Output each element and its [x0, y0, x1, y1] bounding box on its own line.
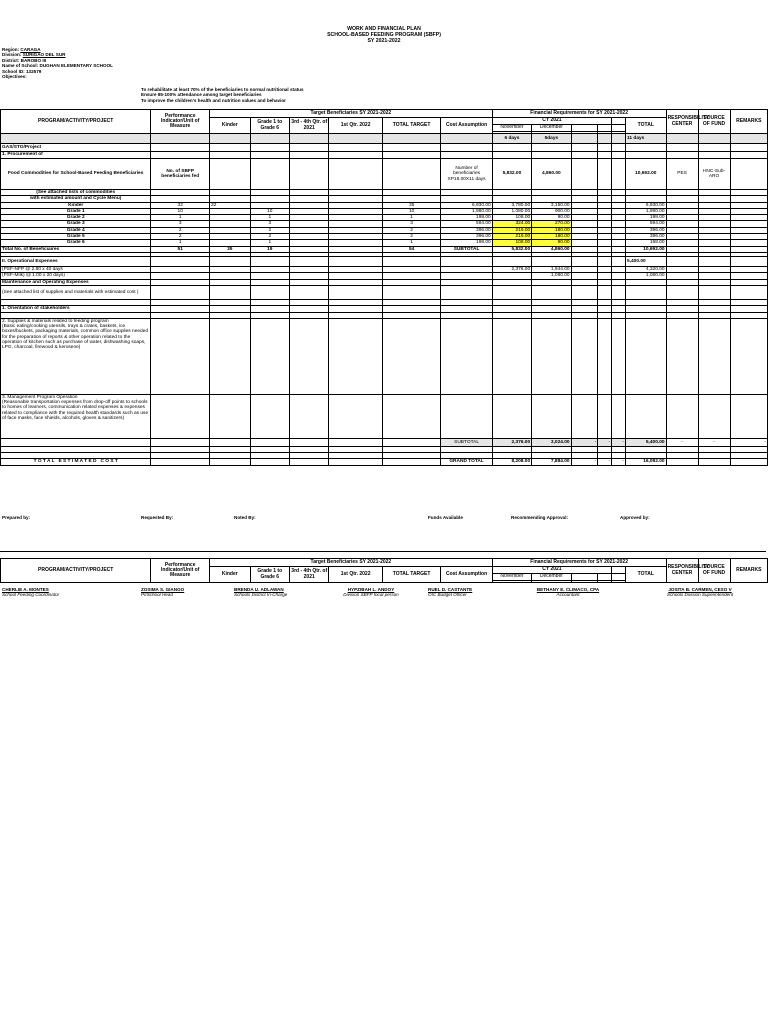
grade-name: Grade 2: [1, 215, 151, 221]
management-cell: [1, 394, 151, 438]
prepared-by-label: Prepared by:: [2, 515, 31, 520]
grade-target: 3: [382, 221, 441, 227]
food-commodities-label: Food Commodities for School-Based Feeding Beneficiaries: [1, 159, 151, 190]
totals-target: 54: [382, 246, 441, 252]
operational-label: II. Operational Expenses: [1, 256, 151, 266]
attached-note: (See attached lists of commodities: [1, 190, 151, 196]
op-subtotal-dash: -: [598, 438, 612, 446]
signatory-name: RUEL D. CASTANTE: [428, 587, 473, 592]
grade-november: 216.00: [492, 227, 531, 233]
objective-item: To improve the children's health and nutrition values and behavior: [141, 97, 286, 103]
grade-cost: 594.00: [441, 221, 492, 227]
header-total: TOTAL: [625, 567, 666, 583]
grade-total: 198.00: [625, 215, 666, 221]
signatory: [234, 587, 324, 598]
header-cost: Cost Assumption: [441, 567, 492, 583]
document-title: [0, 26, 768, 44]
region-value: CARAGA: [20, 47, 41, 52]
gas-label: GAS/STO/Project: [1, 144, 151, 152]
totals-label: Total No. of Beneficiaires: [1, 246, 151, 252]
grade-indicator: 2: [151, 234, 210, 240]
management-title: 3. Management Program Operation: [2, 394, 78, 400]
divider: [0, 551, 766, 552]
grade-kinder: 32: [210, 202, 251, 208]
psf-milk-december: 1,080.00: [532, 273, 571, 279]
grade-december: 90.00: [532, 215, 571, 221]
grade-november: 216.00: [492, 234, 531, 240]
op-subtotal-dash: -: [612, 438, 626, 446]
grade-grade: 2: [250, 234, 289, 240]
op-subtotal-dash: -: [698, 438, 730, 446]
signatory: [326, 587, 416, 598]
grade-target: 2: [382, 227, 441, 233]
table-row: [1, 159, 768, 190]
grade-total: 1,980.00: [625, 208, 666, 214]
grade-target: 1: [382, 215, 441, 221]
food-december: 4,860.00: [532, 159, 571, 190]
signatory: [141, 587, 231, 598]
header-source: SOURCE OF FUND: [698, 559, 730, 583]
table-header: [1, 110, 768, 134]
grand-dash: -: [571, 458, 598, 465]
grade-grade: 1: [250, 215, 289, 221]
grade-indicator: 1: [151, 240, 210, 246]
table-row: [1, 285, 768, 299]
grade-cost: 1,980.00: [441, 208, 492, 214]
psf-nfp-total: 4,320.00: [625, 266, 666, 272]
header-indicator: Performance Indicator/Unit of Measure: [151, 110, 210, 134]
school-id-value: 132579: [26, 68, 42, 74]
grand-total-label: GRAND TOTAL: [441, 458, 492, 465]
mooe-label: Maintenance and Operating Expenses: [1, 279, 151, 285]
region-label: Region:: [2, 47, 20, 52]
grade-cost: 198.00: [441, 240, 492, 246]
objectives-list: [141, 87, 461, 103]
signatory-name: BETHANY E. CLIMACO, CPA: [536, 587, 600, 592]
grade-december: 3,150.00: [532, 202, 571, 208]
grade-grade: 3: [250, 221, 289, 227]
grade-name: Grade 5: [1, 234, 151, 240]
totals-grade: 19: [250, 246, 289, 252]
school-value: DUGHAN ELEMENTARY SCHOOL: [39, 63, 113, 69]
op-subtotal-dash: -: [571, 438, 598, 446]
supplies-body: (Basic eating/cooking utensils, trays & crates, baskets, ice boxes/buckets, packaging materials, common office supplies needed for the preparation of reports & other operation related to the operation of kitchen such as purchase of water, dishwashing soaps, LPG, charcoal, firewood & kerosene): [2, 324, 149, 351]
attached-note-2: with estimated amount and Cycle Menu): [1, 196, 151, 202]
grade-name: Kinder: [1, 202, 151, 208]
grade-total: 6,930.00: [625, 202, 666, 208]
header-total-target: TOTAL TARGET: [382, 567, 441, 583]
table-row: [1, 318, 768, 394]
days-november: 6 days: [492, 134, 531, 144]
grade-indicator: 1: [151, 215, 210, 221]
header-indicator: Performance Indicator/Unit of Measure: [151, 559, 210, 583]
signatory-title: Division SBFP focal person: [343, 592, 399, 598]
header-kinder: Kinder: [210, 118, 251, 134]
grade-indicator: 10: [151, 208, 210, 214]
header-kinder: Kinder: [210, 567, 251, 583]
requested-by-label: Requested By:: [141, 515, 174, 520]
grand-dash: -: [612, 458, 626, 465]
signatory: [650, 587, 750, 598]
psf-nfp-label: (PSF-NFP @ 2.80 x 40 days: [1, 266, 151, 272]
op-subtotal-december: 3,024.00: [532, 438, 571, 446]
grade-grade: 2: [250, 227, 289, 233]
signatory-title: OIC Budget Officer: [428, 592, 467, 598]
food-cost-assumption: Number of beneficiaries XP18.00X11 days: [441, 159, 492, 190]
table-row: [1, 152, 768, 159]
grade-total: 396.00: [625, 227, 666, 233]
grade-november: 324.00: [492, 221, 531, 227]
grade-november: 108.00: [492, 240, 531, 246]
header-program: PROGRAM/ACTIVITY/PROJECT: [1, 559, 151, 583]
grade-name: Grade 3: [1, 221, 151, 227]
grade-november: 1,080.00: [492, 208, 531, 214]
signatory-name: JOSITA B. CARMEN, CESO V: [668, 587, 732, 592]
title-line-3: SY 2021-2022: [367, 38, 401, 44]
header-target-group: Target Beneficiaries SY 2021-2022: [210, 110, 493, 118]
noted-by-label: Noted By:: [234, 515, 256, 520]
header-november: November: [492, 125, 531, 132]
food-responsibility: PES: [666, 159, 698, 190]
header-grade: Grade 1 to Grade 6: [250, 567, 289, 583]
signatory: [428, 587, 513, 598]
op-subtotal-total: 5,400.00: [625, 438, 666, 446]
grade-total: 198.00: [625, 240, 666, 246]
header-q34: 3rd - 4th Qtr. of 2021: [290, 567, 329, 583]
grade-december: 180.00: [532, 227, 571, 233]
grade-december: 180.00: [532, 234, 571, 240]
funds-available-label: Funds Available: [428, 515, 463, 520]
signatory: [518, 587, 618, 598]
grade-december: 270.00: [532, 221, 571, 227]
header-responsibility: RESPONSIBILITY CENTER: [666, 559, 698, 583]
table-row: [1, 305, 768, 312]
header-program: PROGRAM/ACTIVITY/PROJECT: [1, 110, 151, 134]
grand-total-november: 8,208.00: [492, 458, 531, 465]
signatory: [2, 587, 132, 598]
recommending-label: Recommending Approval:: [511, 515, 569, 520]
management-body: (Reasonable transportation expenses from drop-off points to schools to homes of learners, communication related expenses & expenses related to compliance with the required health standards such as use of face masks, face shields, alcohols, gloves & sanitizers): [2, 400, 149, 422]
grade-grade: 1: [250, 240, 289, 246]
op-subtotal-dash: -: [666, 438, 698, 446]
signatory-name: CHERLIE A. MONTES: [2, 587, 49, 592]
header-total-target: TOTAL TARGET: [382, 118, 441, 134]
header-december: December: [532, 125, 571, 132]
header-total: TOTAL: [625, 118, 666, 134]
signatory-title: PI/School Head: [141, 592, 173, 598]
header-q1: 1st Qtr. 2022: [329, 118, 382, 134]
school-label: Name of School:: [2, 63, 39, 69]
district-label: District:: [2, 57, 20, 63]
objectives-label: Objectives:: [2, 74, 27, 80]
grade-november: 108.00: [492, 215, 531, 221]
psf-milk-label: (PSF-Milk) @ 1.00 x 20 days): [1, 273, 151, 279]
header-cy: CY 2021: [492, 567, 611, 574]
grand-total-row: [1, 458, 768, 465]
district-value: BAROBO III: [20, 57, 47, 63]
psf-nfp-november: 2,376.00: [492, 266, 531, 272]
totals-november: 5,832.00: [492, 246, 531, 252]
grade-total: 396.00: [625, 234, 666, 240]
table-row: [1, 256, 768, 266]
totals-kinder: 35: [210, 246, 251, 252]
grade-cost: 396.00: [441, 227, 492, 233]
signatory-title: School Feeding Coordinator: [2, 592, 60, 598]
grade-indicator: 32: [151, 202, 210, 208]
mooe-note: (See attached list of supplies and materials with estimated cost ): [1, 285, 151, 299]
grade-cost: 396.00: [441, 234, 492, 240]
signatory-name: BRENDA U. ADLAWAN: [234, 587, 284, 592]
division-label: Division:: [2, 52, 22, 58]
grade-target: 2: [382, 234, 441, 240]
supplies-cell: [1, 318, 151, 394]
title-line-2: SCHOOL-BASED FEEDING PROGRAM (SBFP): [327, 32, 441, 38]
grand-total-total: 16,092.00: [625, 458, 666, 465]
grand-dash: -: [598, 458, 612, 465]
grade-indicator: 3: [151, 221, 210, 227]
header-cost: Cost Assumption: [441, 118, 492, 134]
subtotal-label: SUBTOTAL: [441, 246, 492, 252]
grade-cost: 198.00: [441, 215, 492, 221]
op-subtotal-label: SUBTOTAL: [441, 438, 492, 446]
operational-total: 5,400.00: [625, 256, 666, 266]
op-subtotal-november: 2,376.00: [492, 438, 531, 446]
signatory-name: HYPZIBAH L. ANDOY: [347, 587, 395, 592]
header-q1: 1st Qtr. 2022: [329, 567, 382, 583]
supplies-title: 2. Supplies & materials related to feeding program: [2, 318, 109, 324]
grade-total: 594.00: [625, 221, 666, 227]
op-subtotal-dash: -: [730, 438, 767, 446]
division-value: SURIGAO DEL SUR: [22, 52, 66, 58]
table-row: [1, 394, 768, 438]
header-source: SOURCE OF FUND: [698, 110, 730, 134]
signatory-title: Accountant: [556, 592, 580, 598]
approved-by-label: Approved by:: [620, 515, 650, 520]
orientation-label: 1. Orientation of stakeholders: [1, 305, 151, 312]
grade-name: Grade 4: [1, 227, 151, 233]
grade-indicator: 2: [151, 227, 210, 233]
signatory-name: ZOSIMA S. GIANGO: [141, 587, 185, 592]
header-responsibility: RESPONSIBILITY CENTER: [666, 110, 698, 134]
food-november: 5,832.00: [492, 159, 531, 190]
school-id-label: School ID:: [2, 68, 25, 74]
grade-target: 10: [382, 208, 441, 214]
psf-nfp-december: 1,944.00: [532, 266, 571, 272]
table-row: [1, 144, 768, 152]
work-financial-plan-table: [0, 109, 768, 466]
grand-total-december: 7,884.00: [532, 458, 571, 465]
header-november: November: [492, 574, 531, 581]
header-grade: Grade 1 to Grade 6: [250, 118, 289, 134]
procurement-label: 1. Procurement of: [1, 152, 151, 159]
table-body: [1, 134, 768, 466]
grade-december: 90.00: [532, 240, 571, 246]
days-december: 5days: [532, 134, 571, 144]
grade-grade: 10: [250, 208, 289, 214]
header-q34: 3rd - 4th Qtr. of 2021: [290, 118, 329, 134]
header-financial-group: Financial Requirements for SY 2021-2022: [492, 110, 666, 118]
objective-item: Ensure 85-100% attendance among target beneficiaries: [141, 92, 262, 98]
grade-cost: 6,930.00: [441, 202, 492, 208]
food-total: 10,692.00: [625, 159, 666, 190]
header-remarks: REMARKS: [730, 559, 767, 583]
header-target-group: Target Beneficiaries SY 2021-2022: [210, 559, 493, 567]
signatory-title: Schools Division Superintendent: [666, 592, 734, 598]
food-source: HNC-Sub-ARO: [698, 159, 730, 190]
totals-indicator: 51: [151, 246, 210, 252]
total-estimated-cost-label: T O T A L E S T I M A T E D C O S T: [1, 458, 151, 465]
totals-total: 10,692.00: [625, 246, 666, 252]
school-info: [2, 47, 202, 79]
grade-december: 900.00: [532, 208, 571, 214]
header-cy: CY 2021: [492, 118, 611, 125]
grade-name: Grade 1: [1, 208, 151, 214]
header-december: December: [532, 574, 571, 581]
grade-target: 1: [382, 240, 441, 246]
grade-name: Grade 6: [1, 240, 151, 246]
operational-subtotal-row: [1, 438, 768, 446]
objective-item: To rehabilitate at least 70% of the beneficiaries to normal nutritional status: [141, 87, 304, 92]
totals-december: 4,860.00: [532, 246, 571, 252]
days-total: 11 days: [625, 134, 666, 144]
signatory-title: Schools District In-Charge: [234, 592, 288, 598]
grade-november: 3,780.00: [492, 202, 531, 208]
psf-milk-total: 1,080.00: [625, 273, 666, 279]
header-remarks: REMARKS: [730, 110, 767, 134]
signature-header-table: [0, 558, 768, 583]
grade-target: 35: [382, 202, 441, 208]
header-financial-group: Financial Requirements for SY 2021-2022: [492, 559, 666, 567]
title-line-1: WORK AND FINANCIAL PLAN: [347, 26, 421, 32]
table-row: [1, 134, 768, 144]
food-indicator: No. of SBFP beneficiaries fed: [151, 159, 210, 190]
